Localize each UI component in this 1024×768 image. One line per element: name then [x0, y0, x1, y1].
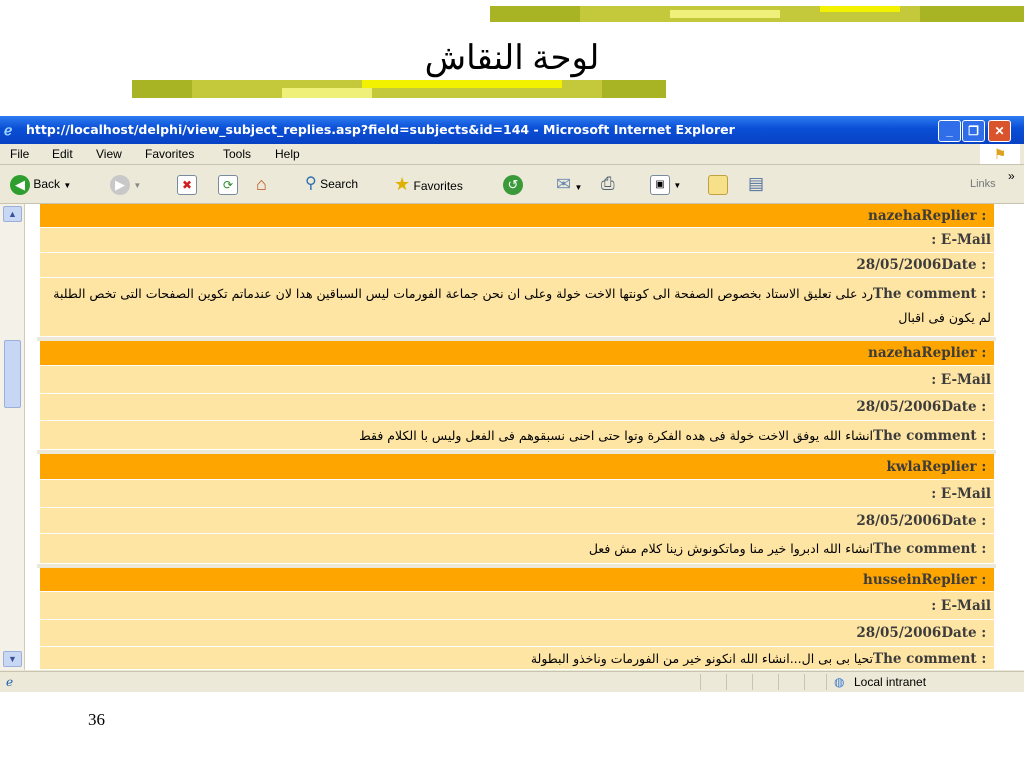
- printer-icon: ⎙: [601, 174, 615, 193]
- date-row: Date : 28/05/2006: [40, 253, 994, 278]
- back-dropdown-icon: ▼: [63, 181, 72, 190]
- research-icon: ▤: [748, 174, 765, 193]
- page-number: 36: [88, 710, 105, 729]
- intranet-icon: ◍: [834, 675, 845, 689]
- menu-bar: [0, 144, 1024, 165]
- page-status-icon: ℯ: [6, 675, 14, 689]
- refresh-icon: ⟳: [218, 175, 238, 195]
- replier-name: nazeha: [868, 345, 922, 361]
- security-zone: Local intranet: [854, 675, 927, 689]
- comment-row: The comment : رد على تعليق الاستاد بخصوص الصفحة الى كونتها الاخت خولة وعلى ان نحن جماعة الفورمات ليس السباقين هدا لان عندماتم تكوين الصفحات التى تخص الطلبة لم يكون فى اقبال: [40, 278, 994, 337]
- ie-logo-icon: ℯ: [4, 122, 13, 138]
- menu-file[interactable]: File: [10, 147, 30, 161]
- email-row: : E-Mail: [40, 592, 994, 620]
- date-row: Date : 28/05/2006: [40, 620, 994, 647]
- mail-icon: ✉: [556, 174, 572, 194]
- replier-name: hussein: [863, 572, 922, 588]
- minimize-button[interactable]: _: [938, 120, 961, 142]
- menu-edit[interactable]: Edit: [52, 147, 73, 161]
- menu-favorites[interactable]: Favorites: [145, 147, 195, 161]
- replier-row: Replier : kwla: [40, 454, 994, 480]
- replier-name: kwla: [886, 459, 922, 475]
- comment-row: The comment : انشاء الله يوفق الاخت خولة فى هده الفكرة وتوا حتى احنى نسبقوهم فى الفعل وليس با الكلام فقط: [40, 421, 994, 450]
- status-divider: [778, 674, 779, 690]
- scrollbar-thumb[interactable]: [4, 340, 21, 408]
- reply-date: 28/05/2006: [856, 257, 942, 273]
- edit-dropdown-icon: ▼: [673, 181, 682, 190]
- comment-text: رد على تعليق الاستاد بخصوص الصفحة الى كونتها الاخت خولة وعلى ان نحن جماعة الفورمات ليس السباقين هدا لان عندماتم تكوين الصفحات التى تخص الطلبة لم يكون فى اقبال: [53, 286, 991, 325]
- comment-text: انشاء الله يوفق الاخت خولة فى هده الفكرة وتوا حتى احنى نسبقوهم فى الفعل وليس با الكلام فقط: [359, 428, 874, 443]
- toolbar: [0, 165, 1024, 204]
- print-button[interactable]: [601, 173, 615, 195]
- close-button[interactable]: ✕: [988, 120, 1011, 142]
- folder-icon: [708, 175, 728, 195]
- reply-date: 28/05/2006: [856, 513, 942, 529]
- forward-dropdown-icon: ▼: [133, 181, 142, 190]
- mail-dropdown-icon: ▼: [574, 183, 583, 192]
- reply-card: [40, 341, 994, 450]
- back-arrow-icon: ◀: [10, 175, 30, 195]
- stop-icon: ✖: [177, 175, 197, 195]
- star-icon: ★: [394, 174, 411, 194]
- reply-date: 28/05/2006: [856, 625, 942, 641]
- comment-row: The comment : تحيا بى بى ال...انشاء الله انكونو خير من الفورمات وناخذو البطولة: [40, 647, 994, 670]
- windows-flag-icon: ⚑: [980, 144, 1020, 164]
- replier-row: Replier : nazeha: [40, 341, 994, 366]
- top-decorative-bar: [490, 6, 1024, 22]
- replier-row: Replier : nazeha: [40, 204, 994, 228]
- email-row: : E-Mail: [40, 228, 994, 253]
- email-row: : E-Mail: [40, 366, 994, 394]
- maximize-button[interactable]: ❐: [962, 120, 985, 142]
- history-icon: ↺: [503, 175, 523, 195]
- forward-button[interactable]: [110, 173, 141, 195]
- search-button[interactable]: ⚲ Search: [305, 175, 359, 192]
- status-divider: [752, 674, 753, 690]
- page-content: [0, 204, 1024, 670]
- date-row: Date : 28/05/2006: [40, 508, 994, 534]
- home-icon: ⌂: [256, 174, 267, 194]
- discuss-button[interactable]: [708, 173, 728, 195]
- comment-row: The comment : انشاء الله ادبروا خير منا وماتكونوش زينا كلام مش فعل: [40, 534, 994, 564]
- links-button[interactable]: Links: [970, 178, 996, 190]
- reply-card: [40, 454, 994, 564]
- status-divider: [826, 674, 827, 690]
- menu-help[interactable]: Help: [275, 147, 300, 161]
- toolbar-more-icon[interactable]: »: [1008, 169, 1015, 183]
- refresh-button[interactable]: [218, 173, 238, 195]
- reply-card: [40, 204, 994, 337]
- reply-card: [40, 568, 994, 670]
- history-button[interactable]: [503, 173, 523, 195]
- status-divider: [804, 674, 805, 690]
- research-button[interactable]: [748, 173, 764, 195]
- left-gutter: [25, 204, 37, 670]
- status-divider: [700, 674, 701, 690]
- edit-icon: ▣: [650, 175, 670, 195]
- edit-button[interactable]: [650, 173, 681, 195]
- scroll-down-icon[interactable]: ▼: [3, 651, 22, 667]
- slide-title: لوحة النقاش: [424, 40, 600, 77]
- menu-tools[interactable]: Tools: [223, 147, 252, 161]
- vertical-scrollbar[interactable]: [0, 204, 25, 670]
- scroll-up-icon[interactable]: ▲: [3, 206, 22, 222]
- mail-button[interactable]: [556, 173, 582, 195]
- forward-arrow-icon: ▶: [110, 175, 130, 195]
- email-row: : E-Mail: [40, 480, 994, 508]
- window-title: http://localhost/delphi/view_subject_replies.asp?field=subjects&id=144 - Microsoft Internet Explorer: [26, 122, 735, 137]
- comment-text: انشاء الله ادبروا خير منا وماتكونوش زينا كلام مش فعل: [588, 541, 874, 556]
- window-titlebar: [0, 116, 1024, 144]
- favorites-button[interactable]: ★ Favorites: [394, 174, 463, 194]
- comment-text: تحيا بى بى ال...انشاء الله انكونو خير من الفورمات وناخذو البطولة: [530, 651, 874, 666]
- home-button[interactable]: [256, 173, 267, 195]
- replier-name: nazeha: [868, 208, 922, 224]
- status-divider: [726, 674, 727, 690]
- back-button[interactable]: ◀ Back ▼: [10, 173, 71, 195]
- menu-view[interactable]: View: [96, 147, 122, 161]
- reply-date: 28/05/2006: [856, 399, 942, 415]
- status-bar: [0, 671, 1024, 692]
- date-row: Date : 28/05/2006: [40, 394, 994, 421]
- browser-window: [0, 116, 1024, 692]
- search-icon: ⚲: [305, 175, 317, 192]
- stop-button[interactable]: [177, 173, 197, 195]
- replier-row: Replier : hussein: [40, 568, 994, 592]
- bottom-decorative-bar: [132, 80, 666, 98]
